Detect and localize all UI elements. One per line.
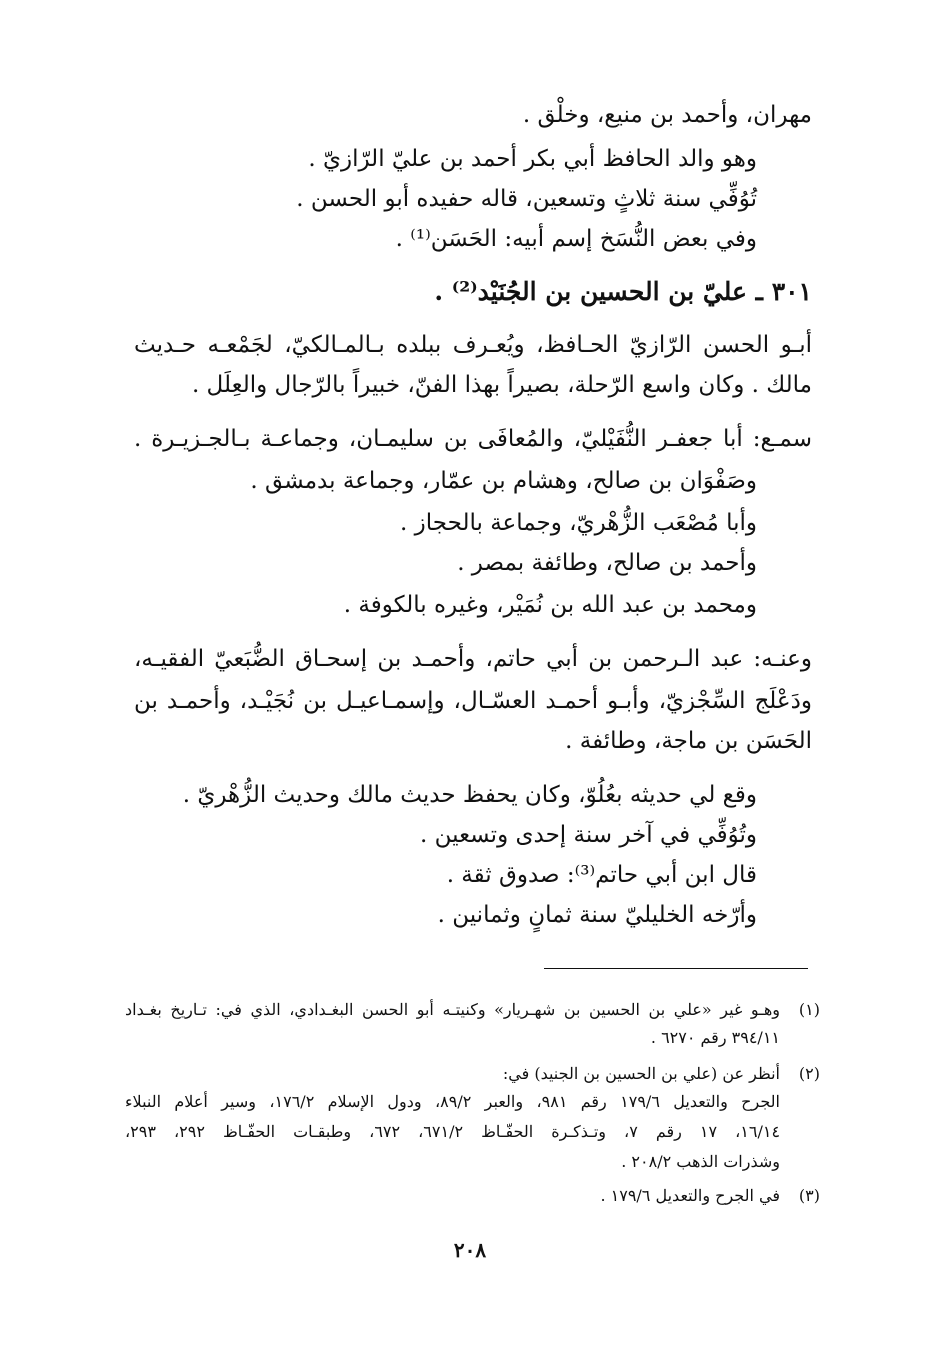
page-number: ٢٠٨ bbox=[453, 1238, 487, 1262]
footnote-line: وشذرات الذهب ٢٠٨/٢ . bbox=[621, 1152, 780, 1171]
text-line: ومحمد بن عبد الله بن نُمَيْر، وغيره بالكوفة . bbox=[343, 592, 757, 618]
text-line: مالك . وكان واسع الرّحلة، بصيراً بهذا الفنّ، خبيراً بالرّجال والعِلَل . bbox=[191, 372, 812, 398]
footnote-number: (٢) bbox=[798, 1064, 820, 1083]
text-line: ودَعْلَج السِّجْزيّ، وأبـو أحمـد العسّـال، وإسمـاعيـل بن نُجَيْـد، وأحمـد بن bbox=[134, 688, 812, 714]
footnote-line: وهـو غير «علي بن الحسين بن شهـريار» وكنيتـه أبو الحسن البغـدادي، الذي في: تـاريخ بغـداد bbox=[125, 1000, 780, 1019]
text-line: أبـو الحسن الرّازيّ الحـافظ، ويُعـرف ببلده بـالمـالكيّ، لجَمْعـه حـديث bbox=[134, 332, 812, 358]
text-line: الحَسَن بن ماجة، وطائفة . bbox=[565, 728, 812, 754]
footnote-number: (٣) bbox=[798, 1186, 820, 1205]
text-line: تُوُفِّي سنة ثلاثٍ وتسعين، قاله حفيده أبو الحسن . bbox=[296, 186, 757, 212]
footnote-separator bbox=[544, 968, 808, 969]
footnote-line: ١٦/١٤، ١٧ رقم ٧، وتـذكـرة الحفّـاظ ٦٧١/٢، ٦٧٢، وطبقـات الحفّـاظ ٢٩٢، ٢٩٣، bbox=[125, 1122, 781, 1141]
text-line: سمـع: أبا جعفـر النُّفَيْليّ، والمُعافَى بن سليمـان، وجماعـة بـالجـزيـرة . bbox=[134, 426, 812, 452]
footnote-line: في الجرح والتعديل ١٧٩/٦ . bbox=[600, 1186, 780, 1205]
text-line: وأبا مُصْعَب الزُّهْريّ، وجماعة بالحجاز . bbox=[400, 510, 757, 536]
text-line: وأحمد بن صالح، وطائفة بمصر . bbox=[457, 550, 757, 576]
footnote-line: ٣٩٤/١١ رقم ٦٢٧٠ . bbox=[650, 1028, 780, 1047]
text-line: وتُوُفِّي في آخر سنة إحدى وتسعين . bbox=[420, 822, 757, 848]
text-line: وفي بعض النُّسَخ إسم أبيه: الحَسَن⁽¹⁾ . bbox=[395, 226, 757, 252]
footnote-number: (١) bbox=[798, 1000, 820, 1019]
text-line: قال ابن أبي حاتم⁽³⁾: صدوق ثقة . bbox=[446, 862, 757, 888]
footnote-line: أنظر عن (علي بن الحسين بن الجنيد) في: bbox=[502, 1064, 780, 1083]
footnote-line: الجرح والتعديل ١٧٩/٦ رقم ٩٨١، والعبر ٨٩/٢، ودول الإسلام ١٧٦/٢، وسير أعلام النبلاء bbox=[125, 1092, 780, 1111]
entry-heading: ٣٠١ ـ عليّ بن الحسين بن الجُنَيْد⁽²⁾ . bbox=[434, 277, 812, 306]
text-line: مهران، وأحمد بن منيع، وخلْق . bbox=[522, 102, 812, 128]
text-line: وصَفْوَان بن صالح، وهشام بن عمّار، وجماعة بدمشق . bbox=[250, 468, 757, 494]
text-line: وهو والد الحافظ أبي بكر أحمد بن عليّ الرّازيّ . bbox=[308, 146, 757, 172]
text-line: وعنـه: عبد الـرحمن بن أبي حاتم، وأحمـد بن إسحـاق الضُّبَعيّ الفقيـه، bbox=[134, 646, 812, 672]
text-line: وأرّخه الخليليّ سنة ثمانٍ وثمانين . bbox=[437, 902, 757, 928]
text-line: وقع لي حديثه بعُلُوّ، وكان يحفظ حديث مالك وحديث الزُّهْريّ . bbox=[182, 782, 757, 808]
